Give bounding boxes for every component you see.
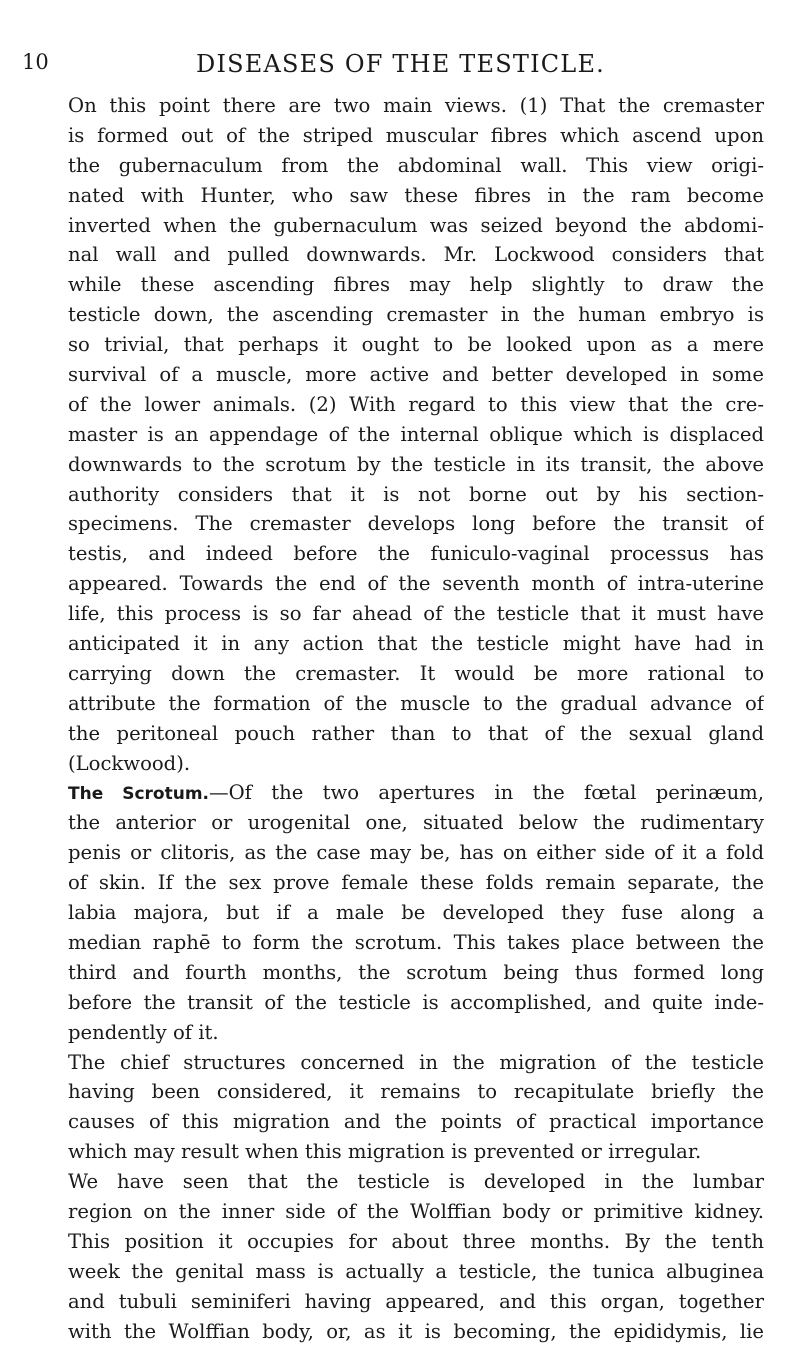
text-line: anticipated it in any action that the testicle might have had in: [68, 632, 764, 656]
text-line: inverted when the gubernaculum was seized beyond the abdomi-: [68, 213, 764, 237]
text-line: This position it occupies for about three months. By the tenth: [68, 1229, 764, 1253]
text-line: (Lockwood).: [68, 751, 191, 775]
text-line: which may result when this migration is prevented or irregular.: [68, 1140, 702, 1164]
section-heading: The Scrotum.: [68, 784, 210, 805]
section-first-line-text: —Of the two apertures in the fœtal perinæum,: [209, 781, 764, 805]
text-line: the anterior or urogenital one, situated below the rudimentary: [68, 811, 764, 835]
body-text: [68, 91, 764, 1346]
text-line: downwards to the scrotum by the testicle in its transit, the above: [68, 452, 764, 476]
running-title: DISEASES OF THE TESTICLE.: [196, 50, 605, 78]
text-line: while these ascending fibres may help slightly to draw the: [68, 273, 764, 297]
text-line: On this point there are two main views. (1) That the cremaster: [68, 94, 764, 117]
text-line: labia majora, but if a male be developed they fuse along a: [68, 901, 764, 925]
text-line: master is an appendage of the internal oblique which is displaced: [68, 422, 764, 446]
text-line: causes of this migration and the points of practical importance: [68, 1110, 764, 1134]
page-number: 10: [22, 50, 49, 74]
text-line: with the Wolffian body, or, as it is becoming, the epididymis, lie: [68, 1319, 764, 1343]
text-line: the gubernaculum from the abdominal wall. This view origi-: [68, 153, 764, 177]
text-line: region on the inner side of the Wolffian body or primitive kidney.: [68, 1199, 764, 1223]
text-line: of the lower animals. (2) With regard to this view that the cre-: [68, 392, 764, 416]
text-line: The chief structures concerned in the migration of the testicle: [68, 1050, 764, 1074]
text-line: specimens. The cremaster develops long before the transit of: [68, 512, 764, 536]
text-line: nated with Hunter, who saw these fibres in the ram become: [68, 183, 764, 207]
text-line: and tubuli seminiferi having appeared, and this organ, together: [68, 1289, 764, 1313]
text-line: is formed out of the striped muscular fibres which ascend upon: [68, 123, 764, 147]
text-line: before the transit of the testicle is accomplished, and quite inde-: [68, 990, 764, 1014]
text-line: carrying down the cremaster. It would be more rational to: [68, 661, 764, 685]
text-line: penis or clitoris, as the case may be, has on either side of it a fold: [68, 841, 764, 865]
text-line: pendently of it.: [68, 1020, 219, 1044]
text-line: life, this process is so far ahead of the testicle that it must have: [68, 602, 764, 626]
text-line: week the genital mass is actually a testicle, the tunica albuginea: [68, 1259, 764, 1283]
section-first-line: [68, 778, 764, 808]
page-header: [0, 50, 801, 84]
text-line: authority considers that it is not borne out by his section-: [68, 482, 764, 506]
text-line: We have seen that the testicle is developed in the lumbar: [68, 1170, 764, 1194]
text-line: testicle down, the ascending cremaster in the human embryo is: [68, 303, 764, 327]
text-line: having been considered, it remains to recapitulate briefly the: [68, 1080, 764, 1104]
text-line: of skin. If the sex prove female these folds remain separate, the: [68, 871, 764, 895]
text-line: nal wall and pulled downwards. Mr. Lockwood considers that: [68, 243, 764, 267]
text-line: the peritoneal pouch rather than to that of the sexual gland: [68, 721, 764, 745]
text-line: median raphē to form the scrotum. This takes place between the: [68, 930, 764, 954]
text-line: third and fourth months, the scrotum being thus formed long: [68, 960, 764, 984]
text-line: survival of a muscle, more active and better developed in some: [68, 363, 764, 387]
text-line: attribute the formation of the muscle to the gradual advance of: [68, 691, 764, 715]
text-line: testis, and indeed before the funiculo-vaginal processus has: [68, 542, 764, 566]
text-line: so trivial, that perhaps it ought to be looked upon as a mere: [68, 333, 764, 357]
text-line: appeared. Towards the end of the seventh month of intra-uterine: [68, 572, 764, 596]
